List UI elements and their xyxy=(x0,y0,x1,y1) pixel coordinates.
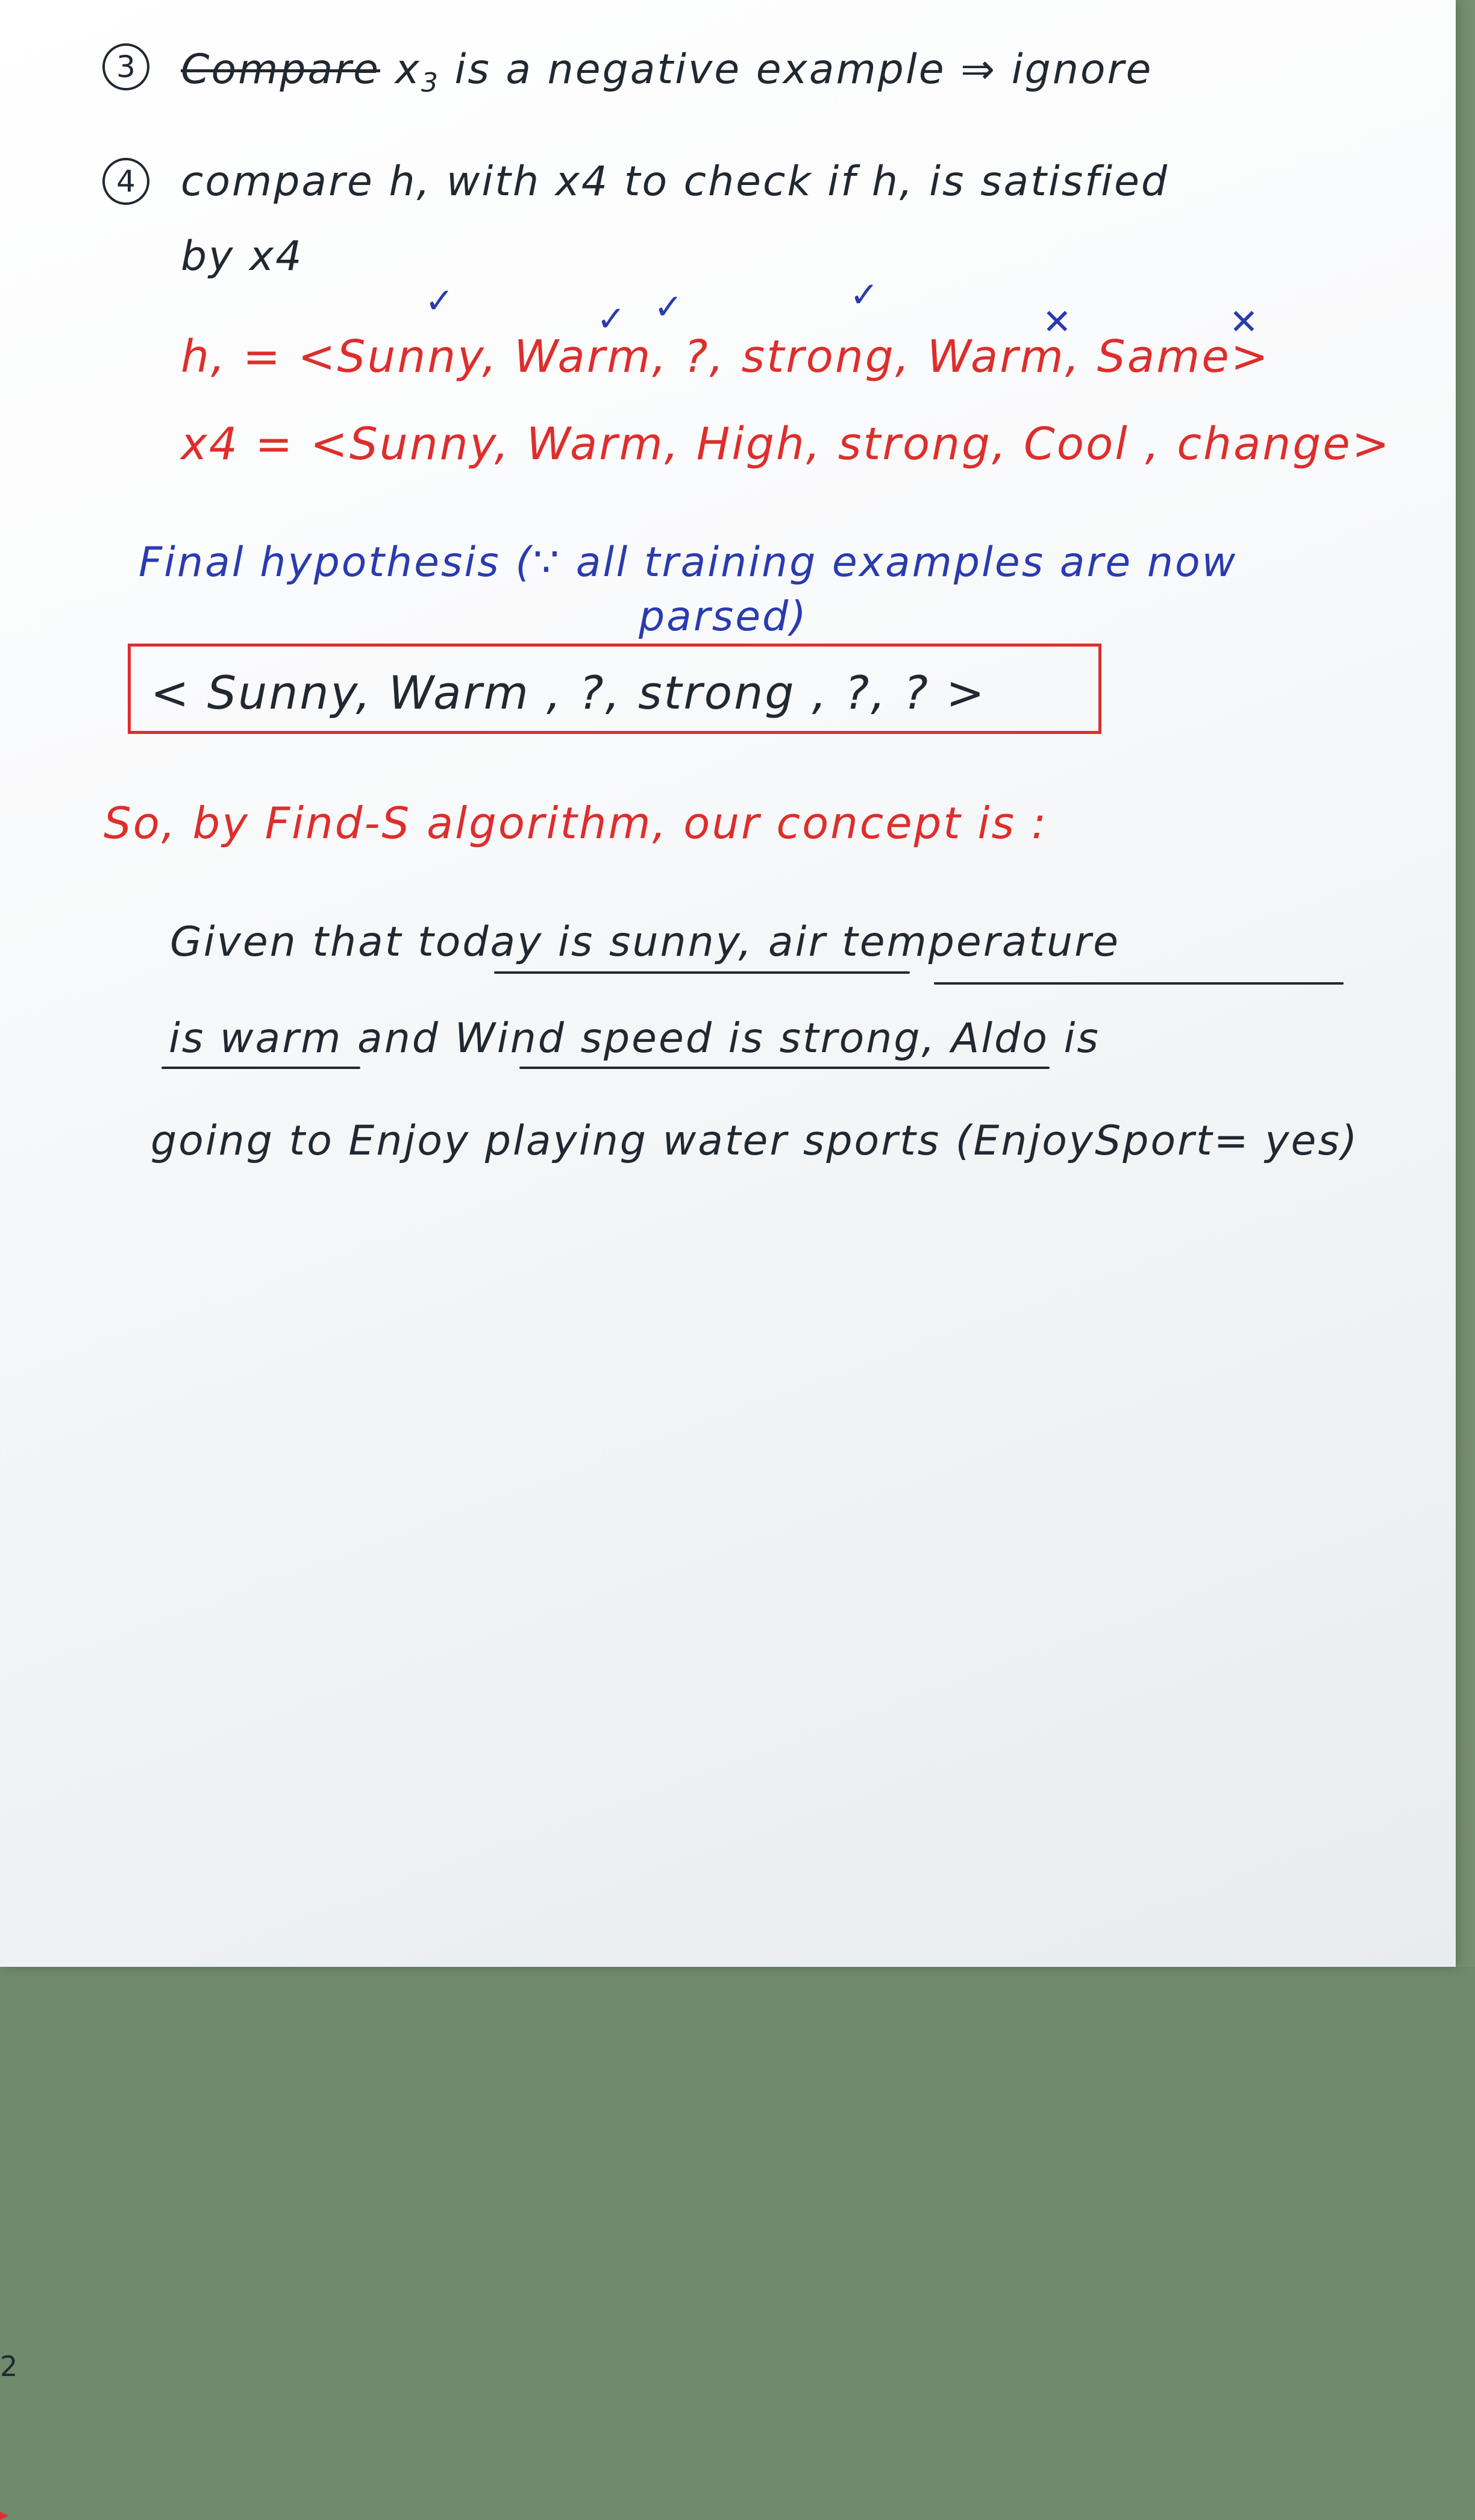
struck-word: Compare xyxy=(181,46,380,93)
check-mark-icon: ✓ xyxy=(597,298,626,339)
h1-vector: h, = <Sunny, Warm, ?, strong, Warm, Same> xyxy=(181,331,1270,383)
warm-line: is warm and Wind speed is strong, Aldo is xyxy=(169,1015,1100,1062)
margin-fragment: 2 xyxy=(0,2350,18,2383)
step-3-var-sub: 3 xyxy=(421,67,440,98)
margin-arrow-icon xyxy=(0,2512,8,2520)
cross-mark-icon: ✕ xyxy=(1042,301,1072,342)
so-line: So, by Find-S algorithm, our concept is : xyxy=(104,798,1048,848)
check-mark-icon: ✓ xyxy=(425,280,454,321)
check-mark-icon: ✓ xyxy=(850,274,879,315)
final-heading-cont: parsed) xyxy=(639,593,808,641)
step-3-line xyxy=(181,46,1153,98)
final-hypothesis: < Sunny, Warm , ?, strong , ?, ? > xyxy=(151,666,986,719)
check-mark-icon: ✓ xyxy=(654,286,683,327)
cross-mark-icon: ✕ xyxy=(1229,301,1259,342)
step-4-line-2: by x4 xyxy=(181,233,304,280)
step-4-number: 4 xyxy=(102,158,149,205)
final-heading: Final hypothesis (∵ all training examples are now xyxy=(139,539,1238,586)
step-3-text: is a negative example ⇒ ignore xyxy=(454,46,1153,93)
given-line: Given that today is sunny, air temperature xyxy=(170,918,1120,966)
step-4-line-1: compare h, with x4 to check if h, is satisfied xyxy=(181,158,1170,205)
going-line: going to Enjoy playing water sports (EnjoySport= yes) xyxy=(151,1117,1359,1165)
step-3-var: x xyxy=(395,46,421,93)
x4-vector: x4 = <Sunny, Warm, High, strong, Cool , change> xyxy=(181,418,1391,470)
underline-air-temperature xyxy=(934,982,1344,985)
underline-today-sunny xyxy=(494,971,910,974)
underline-is-warm xyxy=(161,1067,360,1069)
step-3-number: 3 xyxy=(102,43,149,90)
underline-wind-speed xyxy=(519,1067,1050,1069)
